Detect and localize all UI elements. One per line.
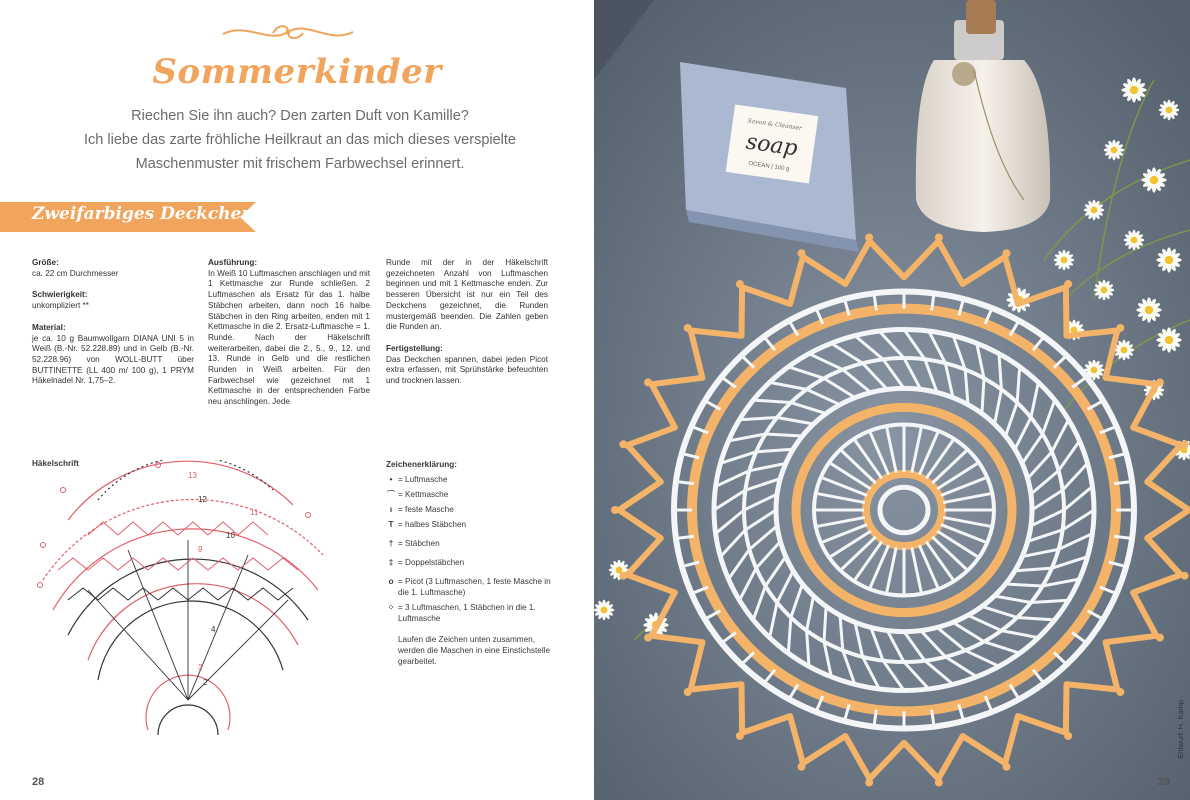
legend-item [386, 489, 556, 500]
half-double-crochet-icon: T [388, 520, 394, 529]
finishing-value: Das Deckchen spannen, dabei jeden Picot extra erfassen, mit Sprühstärke befeuchten und trocknen lassen. [386, 354, 548, 386]
round-number: 10 [226, 531, 235, 540]
photo-page [594, 0, 1190, 800]
round-number: 13 [188, 471, 197, 480]
single-crochet-icon: ı [389, 505, 393, 514]
legend-text: = halbes Stäbchen [398, 520, 467, 529]
intro-text [40, 104, 560, 176]
material-label: Material: [32, 322, 66, 332]
legend-item [386, 602, 556, 624]
legend-item [386, 519, 556, 530]
continuation-value: Runde mit der in der Häkelschrift gezeichneten Anzahl von Luftmaschen beginnen und mit 1 Kettmasche enden. Zur besseren Übersicht ist nur ein Teil des Deckchens gezeichnet, die Runden mustergemäß beenden. Die Zahlen geben die Runden an. [386, 258, 548, 332]
legend-text: = Picot (3 Luftmaschen, 1 feste Masche in die 1. Luftmasche) [398, 577, 551, 597]
round-number: 11 [250, 508, 259, 517]
legend-item [386, 504, 556, 515]
difficulty-label: Schwierigkeit: [32, 290, 88, 300]
legend-text: = Doppelstäbchen [398, 558, 465, 567]
legend-text: = Luftmasche [398, 475, 448, 484]
legend-item [386, 474, 556, 485]
details-column-1 [32, 258, 194, 398]
legend-text: = feste Masche [398, 505, 454, 514]
soap-label-script: Savon & Cleanser [747, 117, 803, 132]
round-number: 4 [211, 625, 216, 634]
treble-crochet-icon: ‡ [388, 558, 394, 567]
finishing-label: Fertigstellung: [386, 343, 443, 353]
slip-stitch-icon: ⌒ [386, 490, 396, 499]
legend-title: Zeichenerklärung: [386, 460, 457, 469]
size-value: ca. 22 cm Durchmesser [32, 268, 119, 278]
execution-label: Ausführung: [208, 258, 258, 267]
size-label: Größe: [32, 258, 59, 267]
details-column-3 [386, 258, 548, 398]
page-number-left: 28 [32, 776, 45, 788]
execution-value: In Weiß 10 Luftmaschen anschlagen und mit 1 Kettmasche zur Runde schließen. 2 Luftmaschen als Ersatz für das 1. halbe Stäbchen arbeiten, dann noch 16 halbe Stäbchen in den Ring arbeiten, enden mit 1 Kettmasche in die 2. Ersatz-Luftmasche = 1. Runde. Nach der Häkelschrift weiterarbeiten, dabei die 2., 5., 9., 12. und 13. Runde in Gelb und die restlichen Runden in Weiß arbeiten. Für den Farbwechsel wie gezeichnet mit 1 Kettmasche in der entsprechenden Farbe neu anschlingen. Jede [208, 268, 370, 407]
round-number: 9 [198, 545, 203, 554]
soap-bar [680, 62, 859, 252]
difficulty-value: unkompliziert ** [32, 301, 89, 311]
legend [386, 459, 556, 667]
legend-item [386, 538, 556, 549]
chain-double-crochet-icon: ⁘ [387, 603, 395, 612]
decorative-ornament-icon [218, 20, 358, 46]
round-number: 2 [203, 678, 208, 687]
left-page [0, 0, 594, 800]
soap-label-sub: OCEAN | 100 g [747, 160, 790, 173]
intro-line: Riechen Sie ihn auch? Den zarten Duft von Kamille? [131, 108, 469, 124]
soap-label-word: soap [744, 129, 800, 162]
intro-line: Ich liebe das zarte fröhliche Heilkraut an das mich dieses verspielte [84, 132, 516, 148]
doily-photo [594, 0, 1190, 800]
legend-text: = 3 Luftmaschen, 1 Stäbchen in die 1. Luftmasche [398, 603, 536, 623]
round-number: 3 [198, 663, 203, 672]
legend-note: Laufen die Zeichen unten zusammen, werden die Maschen in eine Einstichstelle gearbeitet. [398, 635, 551, 666]
section-title: Zweifarbiges Deckchen [32, 204, 254, 224]
round-number: 12 [198, 495, 207, 504]
design-credit: Entwurf: H. Kamp [1176, 700, 1185, 759]
double-crochet-icon: † [388, 539, 394, 548]
crochet-chart [28, 460, 328, 760]
legend-text: = Kettmasche [398, 490, 449, 499]
intro-line: Maschenmuster mit frischem Farbwechsel erinnert. [135, 156, 465, 172]
legend-item [386, 557, 556, 568]
details-column-2 [208, 258, 370, 419]
picot-icon: o [388, 577, 394, 586]
page-title: Sommerkinder [152, 52, 442, 92]
page-number-right: 29 [1157, 776, 1170, 788]
legend-text: = Stäbchen [398, 539, 440, 548]
legend-item [386, 576, 556, 598]
chart-label: Häkelschrift [32, 459, 79, 468]
material-value: je ca. 10 g Baumwollgarn DIANA UNI 5 in Weiß (B.-Nr. 52.228.89) und in Gelb (B.-Nr. 52.228.96) von WOLL-BUTT über BUTTINETTE (LL 400 m/ 100 g), 1 PRYM Häkelnadel Nr. 1,75–2. [32, 333, 194, 386]
chain-stitch-icon: • [389, 475, 393, 484]
